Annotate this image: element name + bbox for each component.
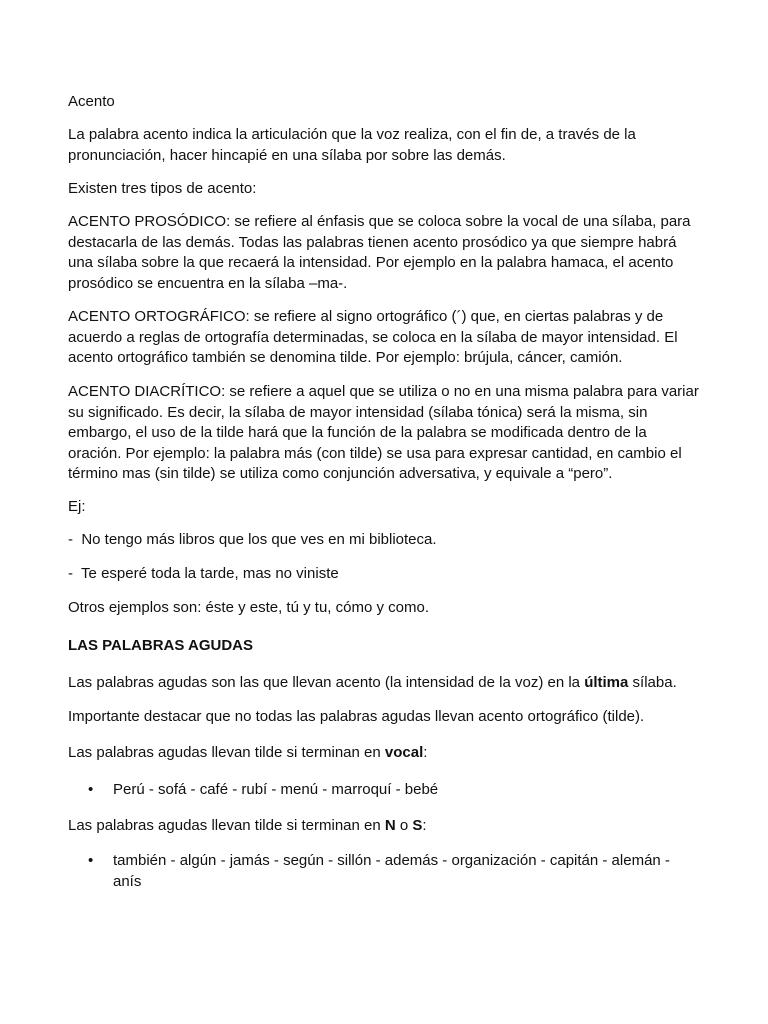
n-s-rule-bold-n: N — [384, 817, 396, 834]
document-title: Acento — [68, 93, 115, 110]
vocal-rule-text-start: Las palabras agudas llevan tilde si terminan en — [68, 744, 385, 761]
prosodic-accent-paragraph: ACENTO PROSÓDICO: se refiere al énfasis que se coloca sobre la vocal de una sílaba, para destacarla de las demás. Todas las palabras tienen acento prosódico ya que siempre habrá una sílaba sobre la que recaerá la intensidad. Por ejemplo en la palabra hamaca, el acento prosódico se encuentra en la sílaba –ma-. — [68, 213, 691, 292]
intro-paragraph: La palabra acento indica la articulación que la voz realiza, con el fin de, a través de la pronunciación, hacer hincapié en una sílaba por sobre las demás. — [68, 126, 636, 164]
n-s-rule-paragraph — [68, 816, 700, 837]
n-s-examples-text: también - algún - jamás - según - sillón - además - organización - capitán - alemán - anís — [113, 852, 670, 890]
orthographic-accent-paragraph: ACENTO ORTOGRÁFICO: se refiere al signo ortográfico (´) que, en ciertas palabras y de acuerdo a reglas de ortografía determinadas, se coloca en la sílaba de mayor intensidad. El acento ortográfico también se denomina tilde. Por ejemplo: brújula, cáncer, camión. — [68, 308, 678, 367]
n-s-rule-text-middle: o — [395, 817, 413, 834]
vocal-rule-text-end: : — [423, 744, 428, 761]
agudas-definition-text-start: Las palabras agudas son las que llevan acento (la intensidad de la voz) en la — [68, 674, 585, 691]
agudas-definition-bold-word: última — [584, 674, 629, 691]
vocal-examples-text: Perú - sofá - café - rubí - menú - marroquí - bebé — [113, 781, 439, 798]
example-label: Ej: — [68, 498, 86, 515]
vocal-rule-paragraph — [68, 743, 700, 764]
agudas-definition-text-end: sílaba. — [628, 674, 677, 691]
agudas-heading: LAS PALABRAS AGUDAS — [68, 637, 254, 654]
n-s-rule-bold-s: S — [412, 817, 423, 834]
n-s-rule-text-end: : — [422, 817, 427, 834]
n-s-rule-text-start: Las palabras agudas llevan tilde si terminan en — [68, 817, 385, 834]
vocal-rule-bold-word: vocal — [384, 744, 424, 761]
example-sentence-2: - Te esperé toda la tarde, mas no viniste — [68, 565, 339, 582]
example-sentence-1: - No tengo más libros que los que ves en mi biblioteca. — [68, 531, 437, 548]
types-intro-paragraph: Existen tres tipos de acento: — [68, 180, 257, 197]
diacritic-accent-paragraph: ACENTO DIACRÍTICO: se refiere a aquel que se utiliza o no en una misma palabra para variar su significado. Es decir, la sílaba de mayor intensidad (sílaba tónica) será la misma, sin embargo, el uso de la tilde hará que la función de la palabra se modificada dentro de la oración. Por ejemplo: la palabra más (con tilde) se usa para expresar cantidad, en cambio el término mas (sin tilde) se utiliza como conjunción adversativa, y equivale a “pero”. — [68, 383, 699, 483]
bullet-icon: • — [88, 781, 94, 798]
agudas-definition-paragraph — [68, 673, 700, 694]
other-examples-paragraph: Otros ejemplos son: éste y este, tú y tu, cómo y como. — [68, 599, 429, 616]
bullet-icon: • — [88, 852, 94, 869]
important-note-paragraph: Importante destacar que no todas las palabras agudas llevan acento ortográfico (tilde). — [68, 708, 645, 725]
